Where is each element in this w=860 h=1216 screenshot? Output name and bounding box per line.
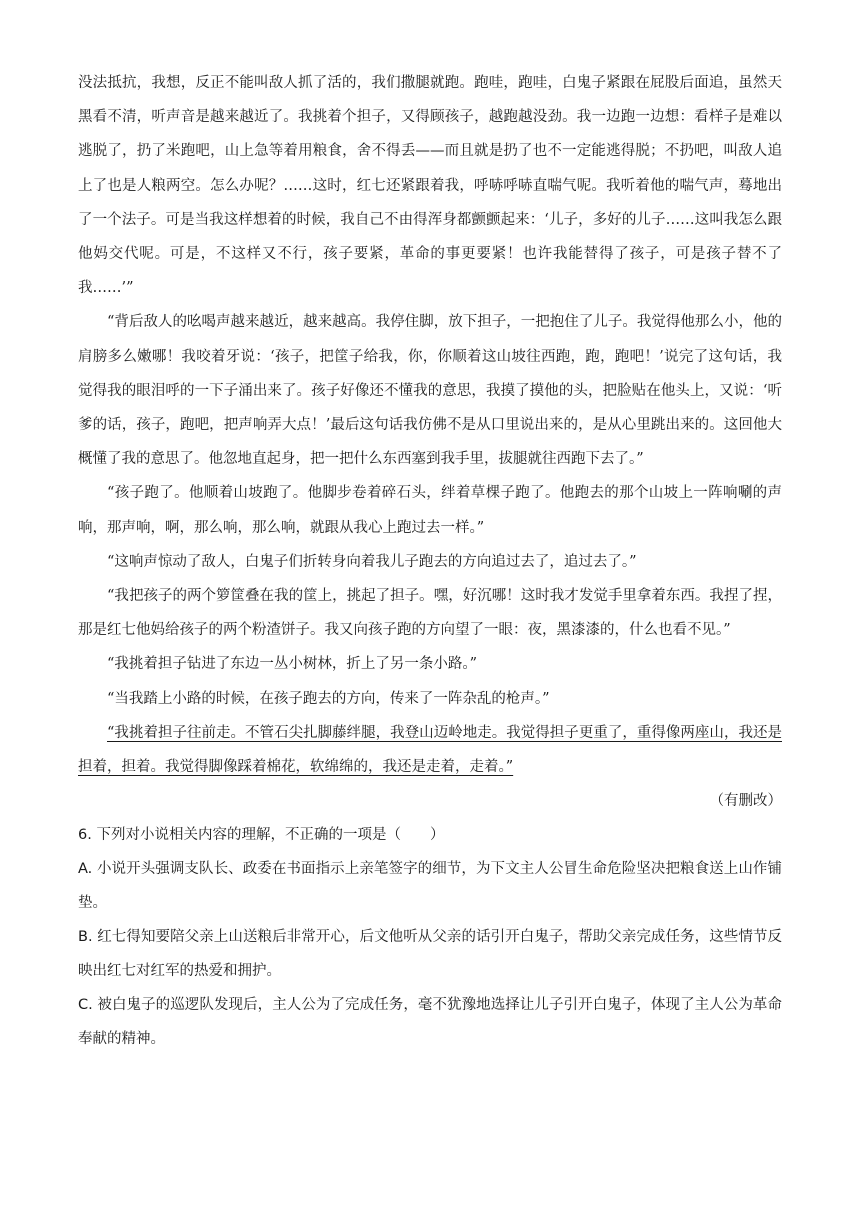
passage-paragraph-2: “背后敌人的吆喝声越来越近，越来越高。我停住脚，放下担子，一把抱住了儿子。我觉得他那么小，他的肩膀多么嫩哪！我咬着牙说：‘孩子，把筐子给我，你，你顺着这山坡往西跑，跑，跑吧！’说完了这句话，我觉得我的眼泪呼的一下子涌出来了。孩子好像还不懂我的意思，我摸了摸他的头，把脸贴在他头上，又说：‘听爹的话，孩子，跑吧，把声响弄大点！’最后这句话我仿佛不是从口里说出来的，是从心里跳出来的。这回他大概懂了我的意思了。他忽地直起身，把一把什么东西塞到我手里，拔腿就往西跑下去了。” bbox=[78, 314, 782, 468]
passage-paragraph-1: 没法抵抗，我想，反正不能叫敌人抓了活的，我们撒腿就跑。跑哇，跑哇，白鬼子紧跟在屁股后面追，虽然天黑看不清，听声音是越来越近了。我挑着个担子，又得顾孩子，越跑越没劲。我一边跑一边想：看样子是难以逃脱了，扔了米跑吧，山上急等着用粮食，舍不得丢——而且就是扔了也不一定能逃得脱；不扔吧，叫敌人追上了也是人粮两空。怎么办呢？……这时，红七还紧跟着我，呼哧呼哧直喘气呢。我听着他的喘气声，蓦地出了一个法子。可是当我这样想着的时候，我自己不由得浑身都颤颤起来：‘儿子，多好的儿子……这叫我怎么跟他妈交代呢。可是，不这样又不行，孩子要紧，革命的事更要紧！也许我能替得了孩子，可是孩子替不了我……’” bbox=[78, 75, 782, 297]
question-option-a: A. 小说开头强调支队长、政委在书面指示上亲笔签字的细节，为下文主人公冒生命危险坚决把粮食送上山作铺垫。 bbox=[78, 861, 782, 912]
passage-paragraph-4: “这响声惊动了敌人，白鬼子们折转身向着我儿子跑去的方向追过去了，追过去了。” bbox=[107, 553, 637, 570]
revision-note: （有删改） bbox=[709, 793, 782, 810]
question-stem: 6. 下列对小说相关内容的理解，不正确的一项是（ ） bbox=[78, 827, 445, 844]
passage-paragraph-7: “当我踏上小路的时候，在孩子跑去的方向，传来了一阵杂乱的枪声。” bbox=[107, 690, 550, 707]
question-option-b: B. 红七得知要陪父亲上山送粮后非常开心，后文他听从父亲的话引开白鬼子，帮助父亲完成任务，这些情节反映出红七对红军的热爱和拥护。 bbox=[78, 929, 782, 980]
passage-paragraph-8-underlined: “我挑着担子往前走。不管石尖扎脚藤绊腿，我登山迈岭地走。我觉得担子更重了，重得像两座山，我还是担着，担着。我觉得脚像踩着棉花，软绵绵的，我还是走着，走着。” bbox=[78, 724, 782, 776]
document-page bbox=[78, 66, 782, 1056]
passage-paragraph-5: “我把孩子的两个箩筐叠在我的筐上，挑起了担子。嘿，好沉哪！这时我才发觉手里拿着东西。我捏了捏，那是红七他妈给孩子的两个粉渣饼子。我又向孩子跑的方向望了一眼：夜，黑漆漆的，什么也看不见。” bbox=[78, 588, 782, 639]
question-option-c: C. 被白鬼子的巡逻队发现后，主人公为了完成任务，毫不犹豫地选择让儿子引开白鬼子，体现了主人公为革命奉献的精神。 bbox=[78, 997, 782, 1048]
passage-paragraph-3: “孩子跑了。他顺着山坡跑了。他脚步卷着碎石头，绊着草棵子跑了。他跑去的那个山坡上一阵响唰的声响，那声响，啊，那么响，那么响，就跟从我心上跑过去一样。” bbox=[78, 485, 782, 536]
passage-paragraph-6: “我挑着担子钻进了东边一丛小树林，折上了另一条小路。” bbox=[107, 656, 478, 673]
